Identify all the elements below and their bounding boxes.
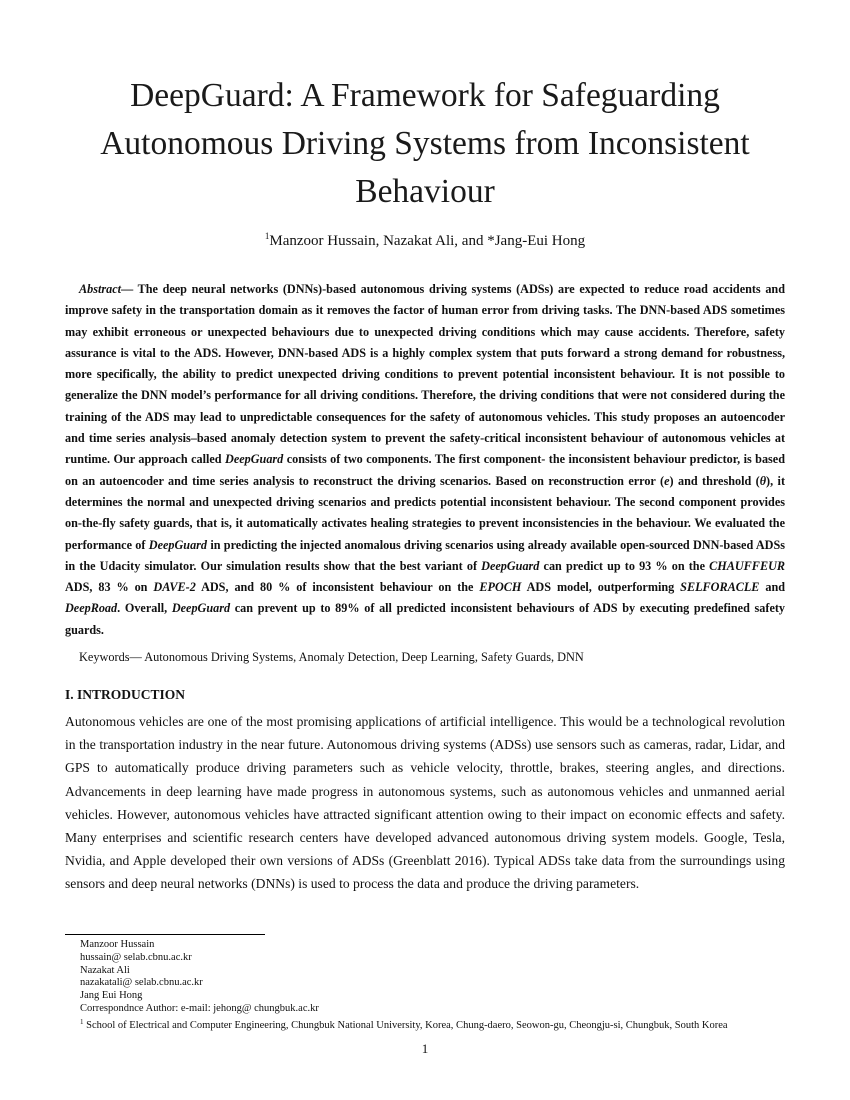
abstract-text: ) and threshold ( [669, 473, 760, 488]
footnote-line: hussain@ selab.cbnu.ac.kr [80, 951, 192, 963]
abstract-text: can prevent up to 89% of all predicted inconsistent behaviours of ADS by executing predefined safety guards. [65, 601, 785, 637]
abstract-text: consists of two components. The first component- the inconsistent behaviour predictor, is based on an autoencoder and time series analysis to reconstruct the driving scenarios. Based on reconstruction error ( [65, 452, 785, 488]
abstract-text: and [759, 580, 785, 595]
abstract-text: in predicting the injected anomalous driving scenarios using already available open-sourced DNN-based ADSs in the Udacity simulator. Our simulation results show that the best variant of [65, 537, 785, 573]
abstract-dave2: DAVE-2 [153, 580, 196, 595]
footnote-affiliation-marker: 1 [80, 1017, 84, 1026]
abstract-text: ADS, and 80 % of inconsistent behaviour on the [195, 580, 480, 595]
section-heading-introduction: I. INTRODUCTION [65, 687, 186, 702]
title-line-2: Autonomous Driving Systems from Inconsistent [100, 125, 750, 162]
abstract-text: ADS, 83 % on [65, 580, 154, 595]
footnote-line: Correspondnce Author: e-mail: jehong@ chungbuk.ac.kr [80, 1002, 319, 1014]
abstract-deepguard: DeepGuard [148, 537, 208, 552]
abstract-deepguard: DeepGuard [171, 601, 231, 616]
footnote-line: Jang Eui Hong [80, 990, 143, 1002]
footnote-separator [65, 934, 265, 935]
page-number: 1 [421, 1041, 429, 1056]
author-list [0, 226, 850, 251]
abstract-text: ), it determines the normal and unexpected driving scenarios and predicts potential inconsistent behaviour. The second component provides on-the-fly safety guards, that is, it automatically activates healing strategies to prevent inconsistencies in the behaviour. We evaluated the performance of [65, 473, 785, 552]
affiliation-marker: 1 [264, 231, 270, 241]
abstract-deepguard: DeepGuard [481, 558, 540, 573]
footnote-line: Manzoor Hussain [80, 939, 155, 950]
title-line-3: Behaviour [355, 173, 495, 210]
abstract-text: ADS model, outperforming [521, 580, 681, 595]
abstract-text: . Overall, [117, 601, 172, 616]
footnote-line: nazakatali@ selab.cbnu.ac.kr [80, 977, 203, 989]
footnotes [80, 939, 728, 1033]
abstract-chauffeur: CHAUFFEUR [709, 558, 785, 573]
abstract-symbol-theta: θ [759, 473, 767, 488]
paper-title [60, 72, 790, 216]
abstract-epoch: EPOCH [479, 580, 522, 595]
keywords: Keywords— Autonomous Driving Systems, Anomaly Detection, Deep Learning, Safety Guards, DNN [79, 650, 584, 664]
abstract-symbol-e: e [664, 473, 670, 488]
abstract-deepguard: DeepGuard [225, 452, 284, 467]
introduction-paragraph: Autonomous vehicles are one of the most promising applications of artificial intelligence. This would be a technological revolution in the transportation industry in the near future. Autonomous driving systems (ADSs) use sensors such as cameras, radar, Lidar, and GPS to automatically produce driving parameters such as vehicle velocity, throttle, brakes, steering angles, and directions. Advancements in deep learning have made progress in autonomous systems, such as autonomous vehicles and unmanned aerial vehicles. However, autonomous vehicles have attracted significant attention owing to their impact on economic effects and safety. Many enterprises and scientific research centers have developed advanced autonomous driving system models. Google, Tesla, Nvidia, and Apple developed their own versions of ADSs (Greenblatt 2016). Typical ADSs take data from the surroundings using sensors and deep neural networks (DNNs) is used to process the data and produce the driving parameters. [65, 714, 785, 892]
abstract-text: — The deep neural networks (DNNs)-based autonomous driving systems (ADSs) are expected to reduce road accidents and improve safety in the transportation domain as it removes the factor of human error from driving tasks. The DNN-based ADS sometimes may exhibit erroneous or unexpected behaviours due to unexpected driving conditions which may cause accidents. Therefore, safety assurance is vital to the ADS. However, DNN-based ADS is a highly complex system that puts forward a strong demand for robustness, more specifically, the ability to predict unexpected driving conditions to prevent potential inconsistent behaviour. It is not possible to generalize the DNN model’s performance for all driving conditions. Therefore, the driving conditions that were not considered during the training of the ADS may lead to unpredictable consequences for the safety of autonomous vehicles. This study proposes an autoencoder and time series analysis–based anomaly detection system to prevent the safety-critical inconsistent behaviour of autonomous vehicles at runtime. Our approach called [65, 282, 785, 467]
author-names: Manzoor Hussain, Nazakat Ali, and *Jang-Eui Hong [269, 233, 586, 249]
footnote-line: Nazakat Ali [80, 964, 130, 976]
title-line-1: DeepGuard: A Framework for Safeguarding [130, 77, 720, 114]
footnote-affiliation-text: School of Electrical and Computer Engineering, Chungbuk National University, Korea, Chung-daero, Seowon-gu, Cheongju-si, Chungbuk, South Korea [83, 1019, 728, 1031]
abstract-label: Abstract [79, 282, 121, 296]
abstract-selforacle: SELFORACLE [680, 580, 760, 595]
abstract-text: can predict up to 93 % on the [539, 558, 710, 573]
abstract [65, 279, 785, 641]
footnote-affiliation [80, 1016, 728, 1033]
abstract-deeproad: DeepRoad [65, 601, 118, 616]
